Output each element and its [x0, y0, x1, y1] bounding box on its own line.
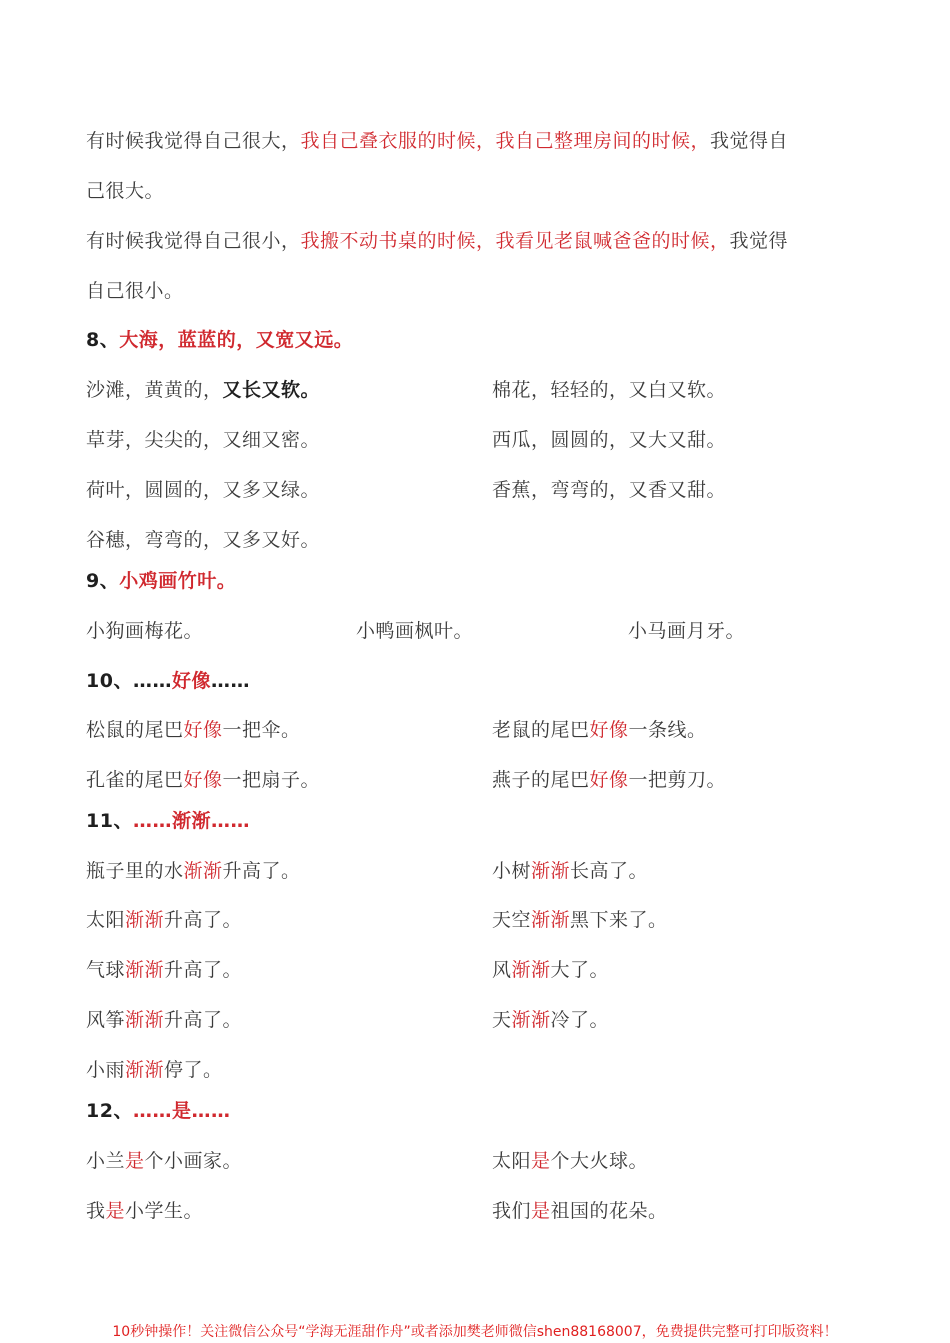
text: 燕子的尾巴: [492, 769, 590, 791]
text: 祖国的花朵。: [550, 1200, 668, 1222]
ellipsis: ……: [132, 1100, 172, 1122]
text: 升高了。: [164, 1009, 243, 1031]
keyword: 是: [105, 1200, 126, 1222]
text: 天: [492, 1009, 512, 1031]
s12-row2-left: [86, 1199, 203, 1223]
text: 个大火球。: [550, 1150, 649, 1172]
text: 停了。: [164, 1059, 223, 1081]
text: 升高了。: [164, 959, 243, 981]
text: 松鼠的尾巴: [86, 719, 184, 741]
s11-row4-right: [492, 1008, 609, 1032]
section-8-heading: [86, 328, 353, 352]
text: 天空: [492, 909, 532, 931]
s8-row4-left: 谷穗，弯弯的，又多又好。: [86, 529, 321, 551]
text: 有时候我觉得自己很大，: [86, 130, 301, 152]
s12-row2-right: [492, 1199, 668, 1223]
keyword: 好像: [183, 769, 223, 791]
section-number: 10、: [86, 670, 133, 692]
text: 一把扇子。: [222, 769, 321, 791]
text: 己很大。: [86, 180, 165, 202]
s11-row3-right: [492, 958, 609, 982]
s8-row2-right: 西瓜，圆圆的，又大又甜。: [492, 429, 727, 451]
section-12-heading: [86, 1099, 230, 1123]
keyword: 渐渐: [125, 959, 165, 981]
text: 气球: [86, 959, 126, 981]
keyword: 是: [125, 1150, 145, 1172]
text: 孔雀的尾巴: [86, 769, 184, 791]
s9-item2: 小鸭画枫叶。: [356, 620, 474, 642]
section-keyword: 好像: [171, 670, 211, 692]
text: 小学生。: [125, 1200, 204, 1222]
section-title: 小鸡画竹叶。: [119, 570, 237, 592]
bold-text: 又长又软。: [222, 379, 321, 401]
paragraph-small-line2: [86, 279, 184, 303]
paragraph-small-line1: [86, 229, 788, 253]
text: 我觉得: [729, 230, 789, 252]
text: 太阳: [86, 909, 126, 931]
footer-notice: 10秒钟操作！关注微信公众号“学海无涯甜作舟”或者添加樊老师微信shen88168007，免费提供完整可打印版资料！: [112, 1324, 838, 1340]
s12-row1-left: [86, 1149, 242, 1173]
text: 黑下来了。: [570, 909, 668, 931]
keyword: 是: [531, 1200, 551, 1222]
text: 冷了。: [550, 1009, 610, 1031]
section-keyword: 是: [171, 1100, 192, 1122]
highlight-text: 我自己叠衣服的时候，我自己整理房间的时候，: [300, 130, 711, 152]
s11-row4-left: [86, 1008, 242, 1032]
text: 有时候我觉得自己很小，: [86, 230, 301, 252]
s8-row1-left: [86, 378, 320, 402]
text: 小雨: [86, 1059, 126, 1081]
text: 风筝: [86, 1009, 126, 1031]
keyword: 渐渐: [183, 860, 223, 882]
s8-row1-right: 棉花，轻轻的，又白又软。: [492, 379, 727, 401]
keyword: 是: [531, 1150, 551, 1172]
section-title: ……渐渐……: [132, 810, 250, 832]
text: 我: [86, 1200, 106, 1222]
keyword: 渐渐: [125, 1059, 165, 1081]
s11-row1-right: [492, 859, 648, 883]
s11-row1-left: [86, 859, 301, 883]
text: 个小画家。: [144, 1150, 243, 1172]
text: 升高了。: [164, 909, 243, 931]
keyword: 渐渐: [531, 909, 571, 931]
text: 太阳: [492, 1150, 532, 1172]
text: 升高了。: [222, 860, 301, 882]
text: 小树: [492, 860, 532, 882]
section-9-heading: [86, 569, 236, 593]
text: 风: [492, 959, 512, 981]
s10-row1-right: [492, 718, 707, 742]
ellipsis: ……: [132, 670, 172, 692]
section-11-heading: [86, 809, 250, 833]
text: 一条线。: [628, 719, 707, 741]
section-title: 大海，蓝蓝的，又宽又远。: [119, 329, 354, 351]
text: 小兰: [86, 1150, 126, 1172]
s10-row2-right: [492, 768, 726, 792]
keyword: 渐渐: [531, 860, 571, 882]
s12-row1-right: [492, 1149, 648, 1173]
text: 大了。: [550, 959, 610, 981]
s11-row3-left: [86, 958, 242, 982]
text: 一把剪刀。: [628, 769, 727, 791]
text: 老鼠的尾巴: [492, 719, 590, 741]
keyword: 渐渐: [125, 909, 165, 931]
text: 自己很小。: [86, 280, 184, 302]
section-number: 9、: [86, 570, 120, 592]
highlight-text: 我搬不动书桌的时候，我看见老鼠喊爸爸的时候，: [300, 230, 730, 252]
ellipsis: ……: [210, 670, 250, 692]
s9-item3: 小马画月牙。: [628, 620, 746, 642]
section-10-heading: [86, 669, 250, 693]
text: 长高了。: [570, 860, 649, 882]
keyword: 好像: [589, 719, 629, 741]
s10-row1-left: [86, 718, 301, 742]
section-number: 8、: [86, 329, 120, 351]
text: 我觉得自: [710, 130, 789, 152]
section-number: 11、: [86, 810, 133, 832]
text: 我们: [492, 1200, 532, 1222]
text: 瓶子里的水: [86, 860, 184, 882]
keyword: 渐渐: [511, 959, 551, 981]
paragraph-big-line1: [86, 129, 788, 153]
s9-item1: 小狗画梅花。: [86, 620, 204, 642]
paragraph-big-line2: [86, 179, 164, 203]
keyword: 渐渐: [125, 1009, 165, 1031]
text: 沙滩，黄黄的，: [86, 379, 223, 401]
section-number: 12、: [86, 1100, 133, 1122]
s8-row3-left: 荷叶，圆圆的，又多又绿。: [86, 479, 321, 501]
s11-row2-right: [492, 908, 668, 932]
s8-row2-left: 草芽，尖尖的，又细又密。: [86, 429, 321, 451]
s10-row2-left: [86, 768, 320, 792]
ellipsis: ……: [191, 1100, 231, 1122]
s8-row3-right: 香蕉，弯弯的，又香又甜。: [492, 479, 727, 501]
keyword: 好像: [589, 769, 629, 791]
keyword: 好像: [183, 719, 223, 741]
keyword: 渐渐: [511, 1009, 551, 1031]
text: 一把伞。: [222, 719, 301, 741]
s11-row2-left: [86, 908, 242, 932]
s11-row5-left: [86, 1058, 223, 1082]
